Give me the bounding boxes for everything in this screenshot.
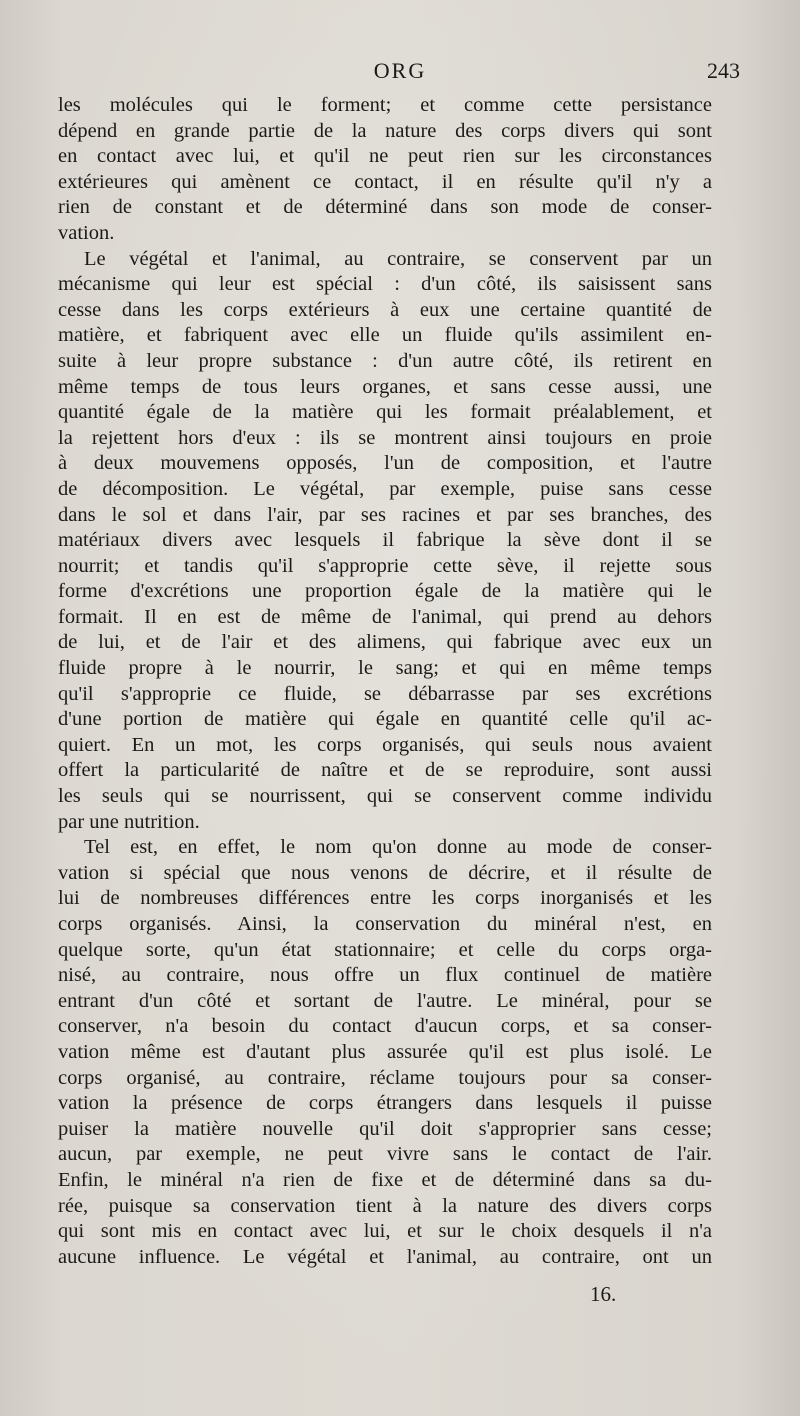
text-line: conserver, n'a besoin du contact d'aucun corps, et sa conser-	[58, 1015, 712, 1038]
text-line: mécanisme qui leur est spécial : d'un côté, ils saisissent sans	[58, 273, 712, 296]
page-number: 243	[707, 58, 740, 83]
text-line: quiert. En un mot, les corps organisés, qui seuls nous avaient	[58, 733, 712, 756]
text-line: dans le sol et dans l'air, par ses racines et par ses branches, des	[58, 503, 712, 526]
text-line: de décomposition. Le végétal, par exemple, puise sans cesse	[58, 477, 712, 500]
text-line: dépend en grande partie de la nature des corps divers qui sont	[58, 119, 712, 142]
text-line: quantité égale de la matière qui les formait préalablement, et	[58, 401, 712, 424]
text-line: matière, et fabriquent avec elle un fluide qu'ils assimilent en-	[58, 324, 712, 347]
text-line: offert la particularité de naître et de se reproduire, sont aussi	[58, 759, 712, 782]
text-line: les seuls qui se nourrissent, qui se conservent comme individu	[58, 785, 712, 808]
text-line: extérieures qui amènent ce contact, il en résulte qu'il n'y a	[58, 170, 712, 193]
text-line: par une nutrition.	[58, 810, 200, 833]
text-line: aucun, par exemple, ne peut vivre sans le contact de l'air.	[58, 1143, 712, 1166]
text-line: matériaux divers avec lesquels il fabrique la sève dont il se	[58, 529, 712, 552]
text-line: de lui, et de l'air et des alimens, qui fabrique avec eux un	[58, 631, 712, 654]
text-line: les molécules qui le forment; et comme cette persistance	[58, 94, 712, 116]
text-line: fluide propre à le nourrir, le sang; et qui en même temps	[58, 657, 712, 680]
running-head: ORG	[373, 58, 427, 83]
page-header	[60, 58, 740, 88]
text-line: vation.	[58, 221, 115, 244]
text-line: quelque sorte, qu'un état stationnaire; et celle du corps orga-	[58, 938, 712, 961]
text-line: qu'il s'approprie ce fluide, se débarrasse par ses excrétions	[58, 682, 712, 705]
text-line: aucune influence. Le végétal et l'animal, au contraire, ont un	[58, 1245, 712, 1268]
text-line: vation la présence de corps étrangers dans lesquels il puisse	[58, 1092, 712, 1115]
text-line: même temps de tous leurs organes, et sans cesse aussi, une	[58, 375, 712, 398]
text-line: Tel est, en effet, le nom qu'on donne au mode de conser-	[84, 836, 712, 859]
text-line: corps organisés. Ainsi, la conservation du minéral n'est, en	[58, 913, 712, 935]
signature-mark: 16.	[590, 1282, 617, 1306]
text-line: rien de constant et de déterminé dans son mode de conser-	[58, 196, 712, 219]
text-line: Enfin, le minéral n'a rien de fixe et de déterminé dans sa du-	[58, 1168, 712, 1191]
text-line: formait. Il en est de même de l'animal, qui prend au dehors	[58, 605, 712, 628]
text-line: lui de nombreuses différences entre les corps inorganisés et les	[58, 887, 712, 910]
body-text	[58, 93, 712, 1270]
text-line: vation même est d'autant plus assurée qu'il est plus isolé. Le	[58, 1040, 712, 1063]
text-line: vation si spécial que nous venons de décrire, et il résulte de	[58, 861, 712, 884]
text-line: en contact avec lui, et qu'il ne peut rien sur les circonstances	[58, 145, 712, 168]
text-line: entrant d'un côté et sortant de l'autre. Le minéral, pour se	[58, 989, 712, 1012]
text-line: nourrit; et tandis qu'il s'approprie cette sève, il rejette sous	[58, 554, 712, 577]
text-line: Le végétal et l'animal, au contraire, se conservent par un	[84, 247, 712, 270]
text-line: suite à leur propre substance : d'un autre côté, ils retirent en	[58, 349, 712, 372]
text-line: cesse dans les corps extérieurs à eux une certaine quantité de	[58, 298, 712, 321]
text-line: puiser la matière nouvelle qu'il doit s'approprier sans cesse;	[58, 1117, 712, 1140]
text-line: à deux mouvemens opposés, l'un de composition, et l'autre	[58, 452, 712, 475]
text-line: d'une portion de matière qui égale en quantité celle qu'il ac-	[58, 708, 712, 731]
text-line: la rejettent hors d'eux : ils se montrent ainsi toujours en proie	[58, 426, 712, 449]
text-line: qui sont mis en contact avec lui, et sur le choix desquels il n'a	[58, 1220, 712, 1243]
text-line: forme d'excrétions une proportion égale de la matière qui le	[58, 580, 712, 603]
text-line: rée, puisque sa conservation tient à la nature des divers corps	[58, 1194, 712, 1217]
text-line: nisé, au contraire, nous offre un flux continuel de matière	[58, 964, 712, 987]
text-line: corps organisé, au contraire, réclame toujours pour sa conser-	[58, 1066, 712, 1089]
